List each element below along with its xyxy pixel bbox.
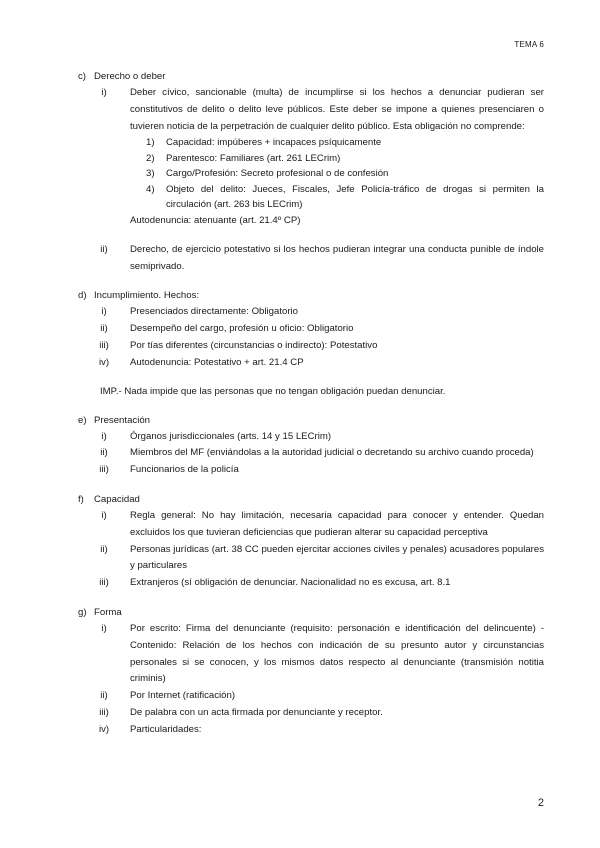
sublist-item — [146, 166, 544, 182]
item-label: iii) — [99, 464, 109, 476]
section-heading: Capacidad — [94, 494, 140, 506]
list-item — [78, 445, 544, 462]
item-text: Presenciados directamente: Obligatorio — [130, 306, 298, 318]
section-f — [78, 492, 544, 592]
section-letter: f) — [78, 494, 84, 506]
section-letter: g) — [78, 607, 87, 619]
item-label: iii) — [99, 707, 109, 719]
item-label: i) — [101, 87, 107, 98]
item-text: Órganos jurisdiccionales (arts. 14 y 15 LECrim) — [130, 430, 332, 442]
list-item — [78, 621, 544, 688]
sublist-label: 3) — [146, 168, 155, 180]
item-label: i) — [101, 306, 107, 318]
sublist-label: 4) — [146, 183, 155, 195]
item-text: Desempeño del cargo, profesión u oficio: Obligatorio — [130, 323, 354, 335]
section-heading: Incumplimiento. Hechos: — [94, 290, 200, 302]
item-text: Deber cívico, sancionable (multa) de incumplirse si los hechos a denunciar pudieran ser constitutivos de delito o delito leve públicos. Este deber se impone a quienes presenciaren o tuvieren noticia de la perpetración de cualquier delito público. Esta obligación no comprende: — [130, 87, 544, 132]
item-label: i) — [101, 510, 107, 522]
section-d — [78, 288, 544, 399]
list-item — [78, 705, 544, 722]
item-text: Regla general: No hay limitación, necesaria capacidad para conocer y entender. Quedan excluidos los que tuvieran deficiencias que pudieran alterar su capacidad perceptiva — [130, 510, 544, 538]
section-letter: d) — [78, 290, 87, 302]
sublist-label: 2) — [146, 152, 155, 164]
list-item — [78, 429, 544, 446]
item-text: Autodenuncia: Potestativo + art. 21.4 CP — [130, 356, 304, 368]
list-item — [78, 321, 544, 338]
list-item — [78, 688, 544, 705]
item-text: Particularidades: — [130, 723, 202, 735]
note-text: Autodenuncia: atenuante (art. 21.4º CP) — [130, 214, 301, 226]
item-label: i) — [101, 430, 107, 442]
important-note: IMP.- Nada impide que las personas que no tengan obligación puedan denunciar. — [100, 385, 446, 397]
section-heading: Derecho o deber — [94, 71, 166, 82]
section-letter: c) — [78, 71, 86, 82]
item-text: Derecho, de ejercicio potestativo si los hechos pudieran integrar una conducta punible de índole semiprivado. — [130, 243, 544, 272]
item-text: Miembros del MF (enviándolas a la autoridad judicial o decretando su archivo cuando proceda) — [130, 447, 534, 459]
section-g — [78, 605, 544, 739]
section-e — [78, 413, 544, 479]
item-label: ii) — [100, 243, 108, 255]
section-c-title — [78, 69, 544, 85]
document-header: TEMA 6 — [514, 40, 544, 49]
section-e-title — [78, 413, 544, 429]
sublist-text: Cargo/Profesión: Secreto profesional o de confesión — [166, 168, 389, 180]
item-label: iii) — [99, 577, 109, 589]
list-item — [78, 462, 544, 479]
item-text: Por tías diferentes (circunstancias o indirecto): Potestativo — [130, 340, 378, 352]
list-item — [78, 722, 544, 739]
section-f-title — [78, 492, 544, 508]
item-label: ii) — [100, 543, 108, 555]
sublist-text: Capacidad: impúberes + incapaces psíquicamente — [166, 137, 382, 149]
section-heading: Forma — [94, 607, 122, 619]
item-text: Por escrito: Firma del denunciante (requisito: personación e identificación del delincuente) - Contenido: Relación de los hechos con indicación de su presunto autor y circunstancias personales si se conocen, y los mismos datos respecto al denunciante (transmisión notitia criminis) — [130, 623, 544, 685]
list-item — [78, 242, 544, 276]
section-g-title — [78, 605, 544, 621]
sublist — [146, 135, 544, 213]
list-item — [78, 575, 544, 592]
item-text: Funcionarios de la policía — [130, 464, 239, 476]
item-label: ii) — [100, 447, 108, 459]
sublist-label: 1) — [146, 137, 155, 149]
list-item — [78, 85, 544, 229]
section-d-title — [78, 288, 544, 304]
list-item — [78, 542, 544, 576]
item-label: i) — [101, 623, 107, 635]
section-letter: e) — [78, 414, 87, 426]
section-heading: Presentación — [94, 414, 150, 426]
list-item — [78, 508, 544, 542]
item-text: Personas jurídicas (art. 38 CC pueden ejercitar acciones civiles y penales) acusadores populares y particulares — [130, 543, 544, 572]
section-c — [78, 69, 544, 275]
page-number: 2 — [537, 797, 544, 809]
list-item — [78, 304, 544, 321]
sublist-item — [146, 151, 544, 167]
item-label: iv) — [98, 723, 110, 735]
sublist-text: Objeto del delito: Jueces, Fiscales, Jefe Policía-tráfico de drogas si permiten la circulación (art. 263 bis LECrim) — [166, 183, 544, 211]
list-item — [78, 338, 544, 355]
item-text: Por Internet (ratificación) — [130, 690, 236, 702]
list-item — [78, 355, 544, 372]
item-label: ii) — [100, 690, 108, 702]
sublist-text: Parentesco: Familiares (art. 261 LECrim) — [166, 152, 341, 164]
item-label: iii) — [99, 340, 109, 352]
sublist-item — [146, 182, 544, 213]
item-label: ii) — [100, 323, 108, 335]
document-body — [78, 69, 544, 752]
sublist-item — [146, 135, 544, 151]
item-text: De palabra con un acta firmada por denunciante y receptor. — [130, 707, 383, 719]
item-text: Extranjeros (sí obligación de denunciar. Nacionalidad no es excusa, art. 8.1 — [130, 577, 451, 589]
item-label: iv) — [98, 356, 110, 368]
